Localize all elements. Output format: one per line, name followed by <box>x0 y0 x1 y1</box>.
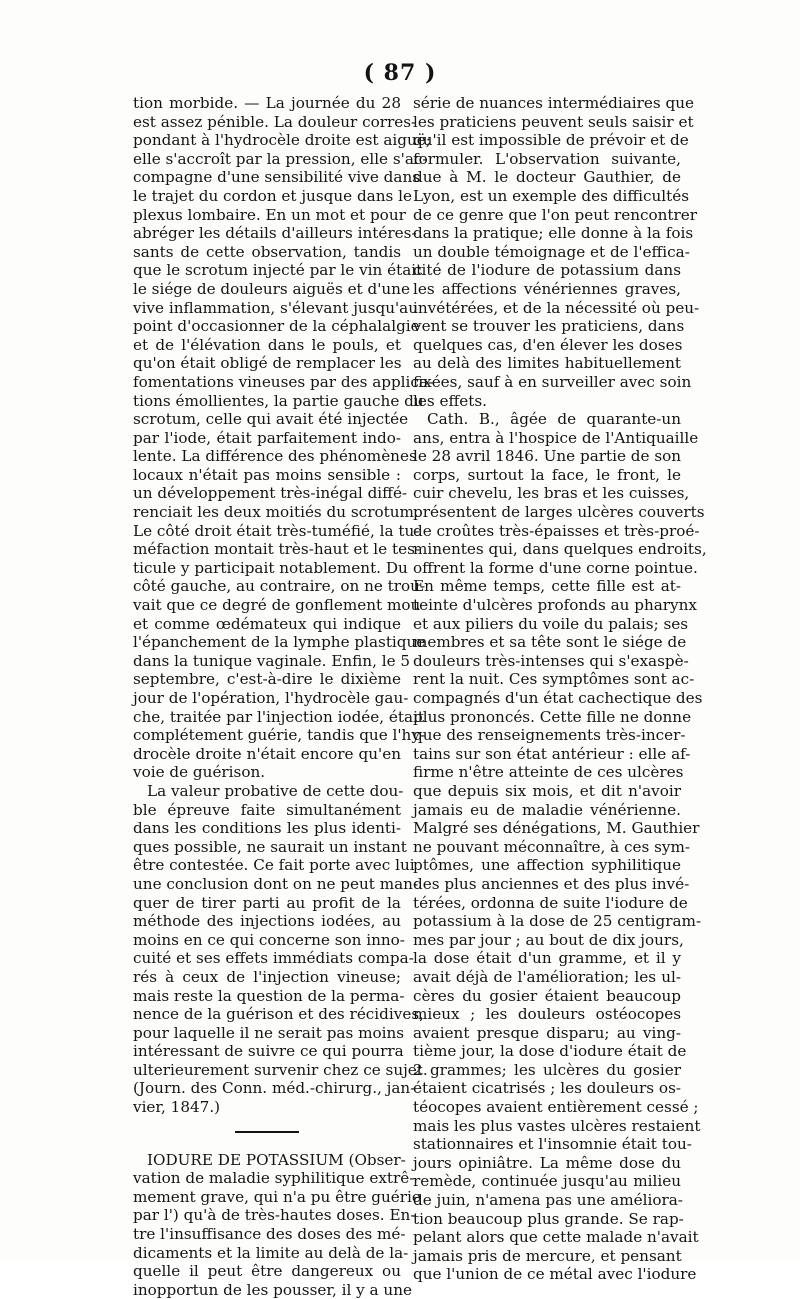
text-line: vier, 1847.) <box>133 1098 221 1117</box>
text-line: au delà des limites habituellement <box>413 354 681 373</box>
text-line: firme n'être atteinte de ces ulcères <box>413 763 684 782</box>
text-line: téocopes avaient entièrement cessé ; <box>413 1098 699 1117</box>
text-line: mieux ; les douleurs ostéocopes <box>413 1005 681 1024</box>
text-line: invétérées, et de la nécessité où peu- <box>413 298 700 317</box>
text-line: une conclusion dont on ne peut man- <box>133 874 419 893</box>
text-line: Lyon, est un exemple des difficultés <box>413 186 690 205</box>
text-line: offrent la forme d'une corne pointue. <box>413 558 698 577</box>
text-line: côté gauche, au contraire, on ne trou- <box>133 577 426 596</box>
text-line: dans la tunique vaginale. Enfin, le 5 <box>133 651 411 670</box>
text-line: fixées, sauf à en surveiller avec soin <box>413 372 692 391</box>
text-line: rés à ceux de l'injection vineuse; <box>133 967 401 986</box>
text-line: ques possible, ne saurait un instant <box>133 837 407 856</box>
text-line: elle s'accroît par la pression, elle s'ac- <box>133 149 428 168</box>
text-line: tre l'insuffisance des doses des mé- <box>133 1225 406 1244</box>
text-line: tions émollientes, la partie gauche du <box>133 391 424 410</box>
text-line: que des renseignements très-incer- <box>413 726 686 745</box>
text-line: vation de maladie syphilitique extrê- <box>133 1169 415 1188</box>
text-line: plexus lombaire. En un mot et pour <box>133 205 406 224</box>
text-line: les praticiens peuvent seuls saisir et <box>413 112 694 131</box>
text-line: Malgré ses dénégations, M. Gauthier <box>413 819 700 838</box>
text-line: le trajet du cordon et jusque dans le <box>133 186 412 205</box>
text-line: qu'on était obligé de remplacer les <box>133 354 402 373</box>
text-line: Cath. B., âgée de quarante-un <box>427 410 681 429</box>
text-line: un double témoignage et de l'effica- <box>413 242 690 261</box>
text-line: ne pouvant méconnaître, à ces sym- <box>413 837 691 856</box>
text-line: 2 grammes; les ulcères du gosier <box>413 1060 681 1079</box>
text-line: mes par jour ; au bout de dix jours, <box>413 930 684 949</box>
text-line: potassium à la dose de 25 centigram- <box>413 912 702 931</box>
text-line: ans, entra à l'hospice de l'Antiquaille <box>413 428 699 447</box>
text-line: jours opiniâtre. La même dose du <box>413 1153 681 1172</box>
text-line: locaux n'était pas moins sensible : <box>133 465 401 484</box>
text-line: vait que ce degré de gonflement mou <box>133 596 421 615</box>
text-line: sants de cette observation, tandis <box>133 242 401 261</box>
text-line: stationnaires et l'insomnie était tou- <box>413 1135 692 1154</box>
text-line: qu'il est impossible de prévoir et de <box>413 131 689 150</box>
text-line: et comme œdémateux qui indique <box>133 614 401 633</box>
text-line: cuité et ses effets immédiats compa- <box>133 949 414 968</box>
text-line: dicaments et la limite au delà de la- <box>133 1243 409 1262</box>
text-line: la dose était d'un gramme, et il y <box>413 949 681 968</box>
text-line: pondant à l'hydrocèle droite est aiguë; <box>133 131 431 150</box>
text-line: pelant alors que cette malade n'avait <box>413 1228 699 1247</box>
text-line: septembre, c'est-à-dire le dixième <box>133 670 401 689</box>
text-line: tion morbide. — La journée du 28 <box>133 94 401 112</box>
right-column <box>413 94 707 1284</box>
text-line: quelques cas, d'en élever les doses <box>413 335 683 354</box>
text-line: de croûtes très-épaisses et très-proé- <box>413 521 700 540</box>
text-line: un développement très-inégal diffé- <box>133 484 408 503</box>
text-line: La valeur probative de cette dou- <box>147 781 404 800</box>
left-paragraph-1 <box>133 94 434 782</box>
text-line: douleurs très-intenses qui s'exaspè- <box>413 651 689 670</box>
text-line: cité de l'iodure de potassium dans <box>413 261 681 280</box>
text-line: IODURE DE POTASSIUM (Obser- <box>147 1150 406 1169</box>
text-line: quelle il peut être dangereux ou <box>133 1262 401 1281</box>
text-line: ticule y participait notablement. Du <box>133 558 408 577</box>
text-line: série de nuances intermédiaires que <box>413 94 694 112</box>
text-line: abréger les détails d'ailleurs intéres- <box>133 224 417 243</box>
right-paragraph-1 <box>413 94 700 410</box>
text-line: que l'union de ce métal avec l'iodure <box>413 1265 697 1284</box>
text-line: ulterieurement survenir chez ce sujet. <box>133 1060 428 1079</box>
section-divider <box>235 1131 299 1133</box>
text-line: tion beaucoup plus grande. Se rap- <box>413 1209 684 1228</box>
text-line: mement grave, qui n'a pu être guérie <box>133 1187 421 1206</box>
text-line: térées, ordonna de suite l'iodure de <box>413 893 688 912</box>
text-line: jour de l'opération, l'hydrocèle gau- <box>133 689 409 707</box>
text-line: l'épanchement de la lymphe plastique <box>133 633 426 652</box>
text-line: compagne d'une sensibilité vive dans <box>133 168 421 187</box>
text-line: nence de la guérison et des récidives, <box>133 1005 424 1024</box>
left-paragraph-3 <box>133 1150 421 1299</box>
text-line: des plus anciennes et des plus invé- <box>413 874 690 893</box>
text-line: ptômes, une affection syphilitique <box>413 856 681 875</box>
left-column <box>133 94 434 1299</box>
text-line: renciait les deux moitiés du scrotum. <box>133 503 419 522</box>
right-paragraph-2 <box>413 410 707 1284</box>
text-line: le 28 avril 1846. Une partie de son <box>413 447 682 466</box>
text-line: étaient cicatrisés ; les douleurs os- <box>413 1079 681 1098</box>
text-line: le siége de douleurs aiguës et d'une <box>133 279 410 298</box>
text-line: teinte d'ulcères profonds au pharynx <box>413 596 697 615</box>
text-line: quer de tirer parti au profit de la <box>133 893 401 912</box>
text-line: avait déjà de l'amélioration; les ul- <box>413 967 681 986</box>
text-line: scrotum, celle qui avait été injectée <box>133 410 409 429</box>
text-line: (Journ. des Conn. méd.-chirurg., jan- <box>133 1079 416 1098</box>
text-line: cères du gosier étaient beaucoup <box>413 986 681 1005</box>
text-line: méfaction montait très-haut et le tes- <box>133 540 420 559</box>
text-line: intéressant de suivre ce qui pourra <box>133 1042 404 1061</box>
text-line: dans la pratique; elle donne à la fois <box>413 224 694 243</box>
text-line: mais les plus vastes ulcères restaient <box>413 1116 701 1135</box>
text-line: et de l'élévation dans le pouls, et <box>133 335 401 354</box>
text-line: de juin, n'amena pas une améliora- <box>413 1191 683 1210</box>
text-line: dans les conditions les plus identi- <box>133 819 401 838</box>
text-line: de ce genre que l'on peut rencontrer <box>413 205 698 224</box>
text-line: les effets. <box>413 391 487 410</box>
text-line: méthode des injections iodées, au <box>133 912 401 931</box>
text-line: avaient presque disparu; au ving- <box>413 1023 681 1042</box>
text-line: vive inflammation, s'élevant jusqu'au <box>133 298 419 317</box>
text-line: due à M. le docteur Gauthier, de <box>413 168 681 187</box>
text-line: remède, continuée jusqu'au milieu <box>413 1172 681 1191</box>
text-line: mais reste la question de la perma- <box>133 986 405 1005</box>
text-line: être contestée. Ce fait porte avec lui <box>133 856 415 875</box>
text-line: En même temps, cette fille est at- <box>413 577 681 596</box>
text-line: vent se trouver les praticiens, dans <box>413 317 685 336</box>
text-line: ble épreuve faite simultanément <box>133 800 401 819</box>
text-line: lente. La différence des phénomènes <box>133 447 417 466</box>
text-line: plus prononcés. Cette fille ne donne <box>413 707 692 726</box>
text-line: que le scrotum injecté par le vin était <box>133 261 423 280</box>
text-line: minentes qui, dans quelques endroits, <box>413 540 707 559</box>
text-line: point d'occasionner de la céphalalgie <box>133 317 420 336</box>
text-line: et aux piliers du voile du palais; ses <box>413 614 689 633</box>
text-line: rent la nuit. Ces symptômes sont ac- <box>413 670 695 689</box>
text-line: corps, surtout la face, le front, le <box>413 465 681 484</box>
text-line: est assez pénible. La douleur corres- <box>133 112 417 131</box>
text-line: che, traitée par l'injection iodée, était <box>133 707 425 726</box>
text-line: cuir chevelu, les bras et les cuisses, <box>413 484 690 503</box>
text-line: moins en ce qui concerne son inno- <box>133 930 405 949</box>
text-line: fomentations vineuses par des applica- <box>133 372 434 391</box>
text-line: inopportun de les pousser, il y a une <box>133 1280 412 1299</box>
text-line: jamais pris de mercure, et pensant <box>413 1246 682 1265</box>
text-line: compagnés d'un état cachectique des <box>413 689 703 707</box>
text-line: voie de guérison. <box>133 763 266 782</box>
text-line: formuler. L'observation suivante, <box>413 149 681 168</box>
text-line: tains sur son état antérieur : elle af- <box>413 744 691 763</box>
text-line: membres et sa tête sont le siége de <box>413 633 687 652</box>
text-line: drocèle droite n'était encore qu'en <box>133 744 401 763</box>
text-line: que depuis six mois, et dit n'avoir <box>413 781 681 800</box>
left-paragraph-2 <box>133 781 428 1117</box>
text-line: les affections vénériennes graves, <box>413 279 681 298</box>
text-line: complétement guérie, tandis que l'hy- <box>133 726 426 745</box>
text-line: présentent de larges ulcères couverts <box>413 503 705 522</box>
page-number: ( 87 ) <box>363 60 437 86</box>
text-line: par l') qu'à de très-hautes doses. En- <box>133 1206 416 1225</box>
text-line: jamais eu de maladie vénérienne. <box>413 800 681 819</box>
text-line: tième jour, la dose d'iodure était de <box>413 1042 687 1061</box>
text-line: par l'iode, était parfaitement indo- <box>133 428 401 447</box>
text-line: pour laquelle il ne serait pas moins <box>133 1023 405 1042</box>
text-line: Le côté droit était très-tuméfié, la tu- <box>133 521 420 540</box>
